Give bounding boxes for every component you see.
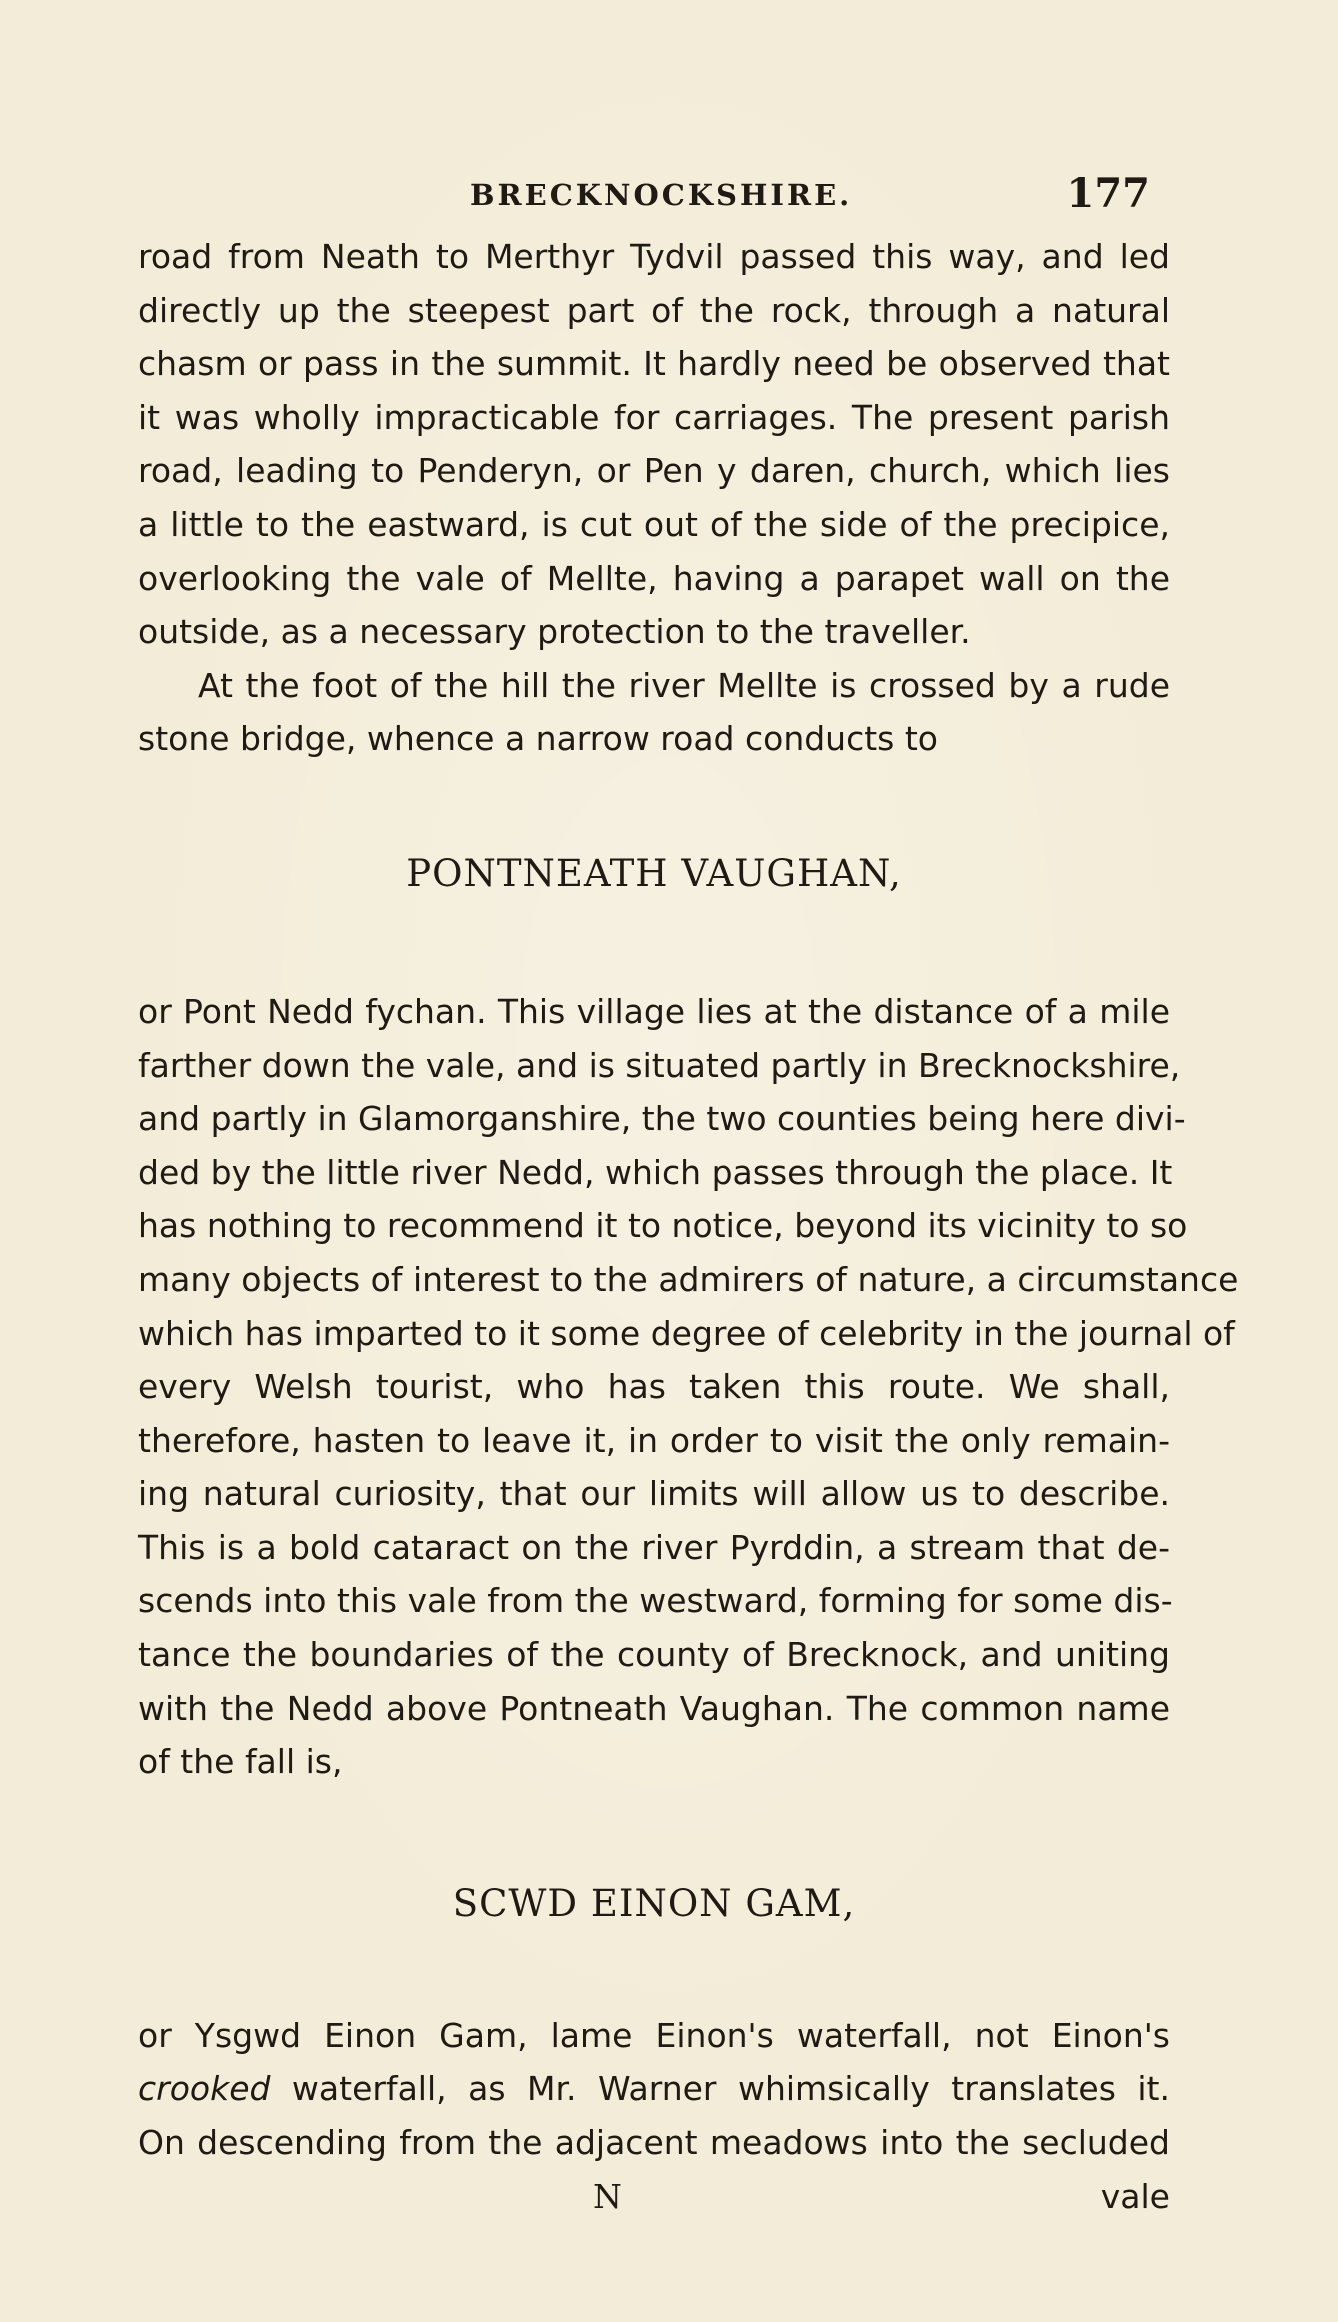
text-line: every Welsh tourist, who has taken this route. We shall,: [138, 1367, 1170, 1407]
text-line: a little to the eastward, is cut out of the side of the precipice,: [138, 504, 1170, 544]
text-line: tance the boundaries of the county of Brecknock, and uniting: [138, 1635, 1170, 1675]
text-line: has nothing to recommend it to notice, beyond its vicinity to so: [138, 1206, 1188, 1246]
text-line: farther down the vale, and is situated partly in Brecknockshire,: [138, 1045, 1181, 1085]
text-block: [138, 230, 1239, 2223]
text-line: road from Neath to Merthyr Tydvil passed this way, and led: [138, 237, 1170, 276]
paragraph-1: [138, 230, 1170, 659]
text-line: This is a bold cataract on the river Pyrddin, a stream that de-: [138, 1527, 1170, 1567]
text-line: it was wholly impracticable for carriages. The present parish: [138, 397, 1170, 437]
section-heading-pontneath-vaughan: PONTNEATH VAUGHAN,: [406, 851, 902, 895]
running-head: BRECKNOCKSHIRE.: [470, 178, 853, 212]
text-line: which has imparted to it some degree of celebrity in the journal of: [138, 1313, 1235, 1353]
text-line: At the foot of the hill the river Mellte is crossed by a rude: [198, 665, 1170, 705]
text-line: road, leading to Penderyn, or Pen y daren, church, which lies: [138, 451, 1170, 491]
text-line: or Pont Nedd fychan. This village lies at the distance of a mile: [138, 991, 1170, 1031]
italic-word: crooked: [138, 2069, 271, 2109]
text-line: and partly in Glamorganshire, the two counties being here divi-: [138, 1099, 1186, 1139]
text-line: many objects of interest to the admirers of nature, a circumstance: [138, 1259, 1239, 1299]
paragraph-2: [138, 659, 1170, 766]
signature-mark: N: [593, 2176, 622, 2216]
text-line: [138, 2062, 1170, 2116]
paragraph-3: [138, 985, 1239, 1789]
text-line: overlooking the vale of Mellte, having a parapet wall on the: [138, 558, 1170, 598]
text-line: ing natural curiosity, that our limits will allow us to describe.: [138, 1474, 1170, 1514]
text-line: scends into this vale from the westward, forming for some dis-: [138, 1581, 1173, 1621]
page-number: 177: [1066, 170, 1150, 217]
text-line: therefore, hasten to leave it, in order to visit the only remain-: [138, 1420, 1170, 1460]
text-line-rest: waterfall, as Mr. Warner whimsically translates it.: [270, 2069, 1170, 2109]
section-heading-scwd-einon-gam: SCWD EINON GAM,: [452, 1881, 856, 1925]
text-line: ded by the little river Nedd, which passes through the place. It: [138, 1152, 1173, 1192]
text-line: On descending from the adjacent meadows into the secluded: [138, 2123, 1170, 2163]
text-line: with the Nedd above Pontneath Vaughan. The common name: [138, 1688, 1170, 1728]
text-line: of the fall is,: [138, 1742, 343, 1782]
text-line: outside, as a necessary protection to the traveller.: [138, 612, 971, 652]
text-line: stone bridge, whence a narrow road conducts to: [138, 719, 938, 759]
catchword: vale: [1100, 2176, 1170, 2216]
page-footer: [138, 2170, 1170, 2224]
text-line: or Ysgwd Einon Gam, lame Einon's waterfall, not Einon's: [138, 2015, 1170, 2055]
paragraph-4: [138, 2009, 1170, 2170]
text-line: directly up the steepest part of the rock, through a natural: [138, 290, 1170, 330]
text-line: chasm or pass in the summit. It hardly need be observed that: [138, 344, 1170, 384]
page-header: [470, 170, 1170, 220]
